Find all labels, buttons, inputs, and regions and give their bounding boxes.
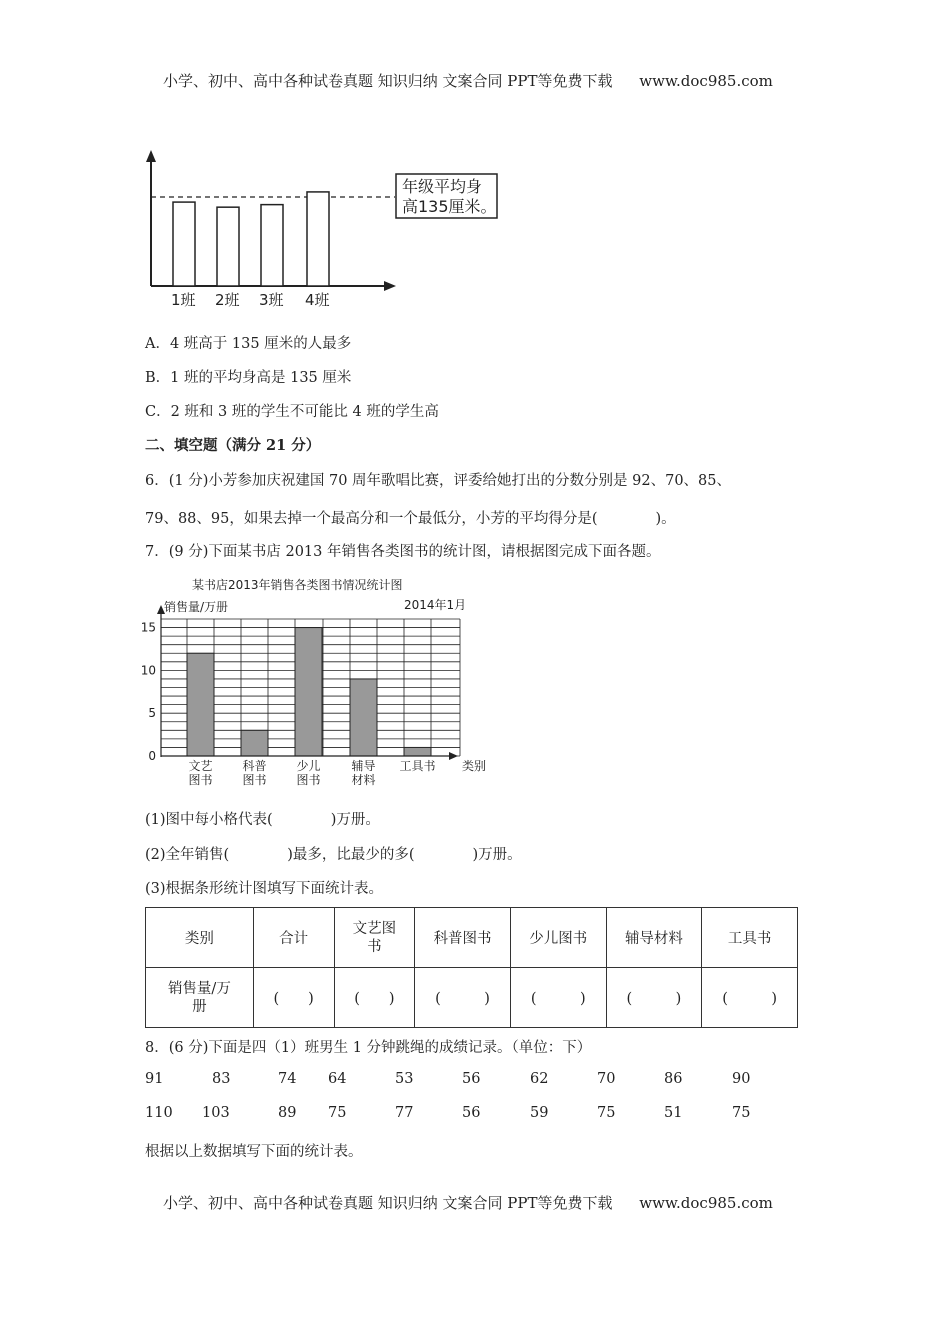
bar-文艺图书: [187, 653, 214, 756]
row-label: 销售量/万 册: [146, 968, 254, 1028]
data-value: 89: [278, 1105, 297, 1121]
data-value: 83: [212, 1071, 231, 1087]
data-value: 64: [328, 1071, 347, 1087]
option-c: C．2 班和 3 班的学生不可能比 4 班的学生高: [145, 404, 439, 420]
x-tick-label: 辅导: [351, 759, 376, 773]
x-tick-label: 文艺: [188, 759, 213, 773]
x-tick-label: 图书: [296, 773, 321, 787]
bar-少儿图书: [295, 628, 322, 756]
data-value: 110: [145, 1105, 173, 1121]
q6-line1: 6．(1 分)小芳参加庆祝建国 70 周年歌唱比赛，评委给她打出的分数分别是 92、70、85、: [145, 473, 732, 489]
y-tick-label: 10: [140, 663, 156, 678]
x-tick-label: 3班: [259, 291, 284, 309]
annotation-line1: 年级平均身: [402, 177, 483, 196]
annotation-line2: 高135厘米。: [402, 197, 497, 216]
bar-1班: [173, 202, 195, 286]
x-axis-label: 类别: [462, 759, 487, 773]
option-a: A．4 班高于 135 厘米的人最多: [145, 336, 352, 352]
header-cell: 少儿图书: [510, 908, 606, 968]
data-value: 77: [395, 1105, 414, 1121]
x-axis-arrow: [384, 281, 396, 291]
section-title: 二、填空题（满分 21 分）: [145, 437, 321, 454]
q7-intro: 7．(9 分)下面某书店 2013 年销售各类图书的统计图，请根据图完成下面各题。: [145, 544, 661, 560]
data-value: 59: [530, 1105, 549, 1121]
page-header: [163, 70, 773, 91]
blank-cell[interactable]: ( ): [253, 968, 334, 1028]
data-value: 62: [530, 1071, 549, 1087]
chart-title: 某书店2013年销售各类图书情况统计图: [192, 578, 403, 592]
q7-sub3: (3)根据条形统计图填写下面统计表。: [145, 881, 384, 897]
y-axis-label: 销售量/万册: [164, 600, 229, 614]
book-sales-chart: [140, 572, 500, 792]
y-tick-label: 15: [140, 620, 156, 635]
x-tick-label: 工具书: [399, 759, 436, 773]
data-value: 91: [145, 1071, 164, 1087]
data-value: 56: [462, 1071, 481, 1087]
header-cell: 工具书: [702, 908, 798, 968]
chart-date: 2014年1月: [404, 598, 467, 612]
y-axis-arrow: [146, 150, 156, 162]
header-cell: 文艺图 书: [334, 908, 415, 968]
q7-sub2: (2)全年销售( )最多，比最少的多( )万册。: [145, 847, 522, 863]
x-tick-label: 科普: [242, 759, 267, 773]
header-cell: 类别: [146, 908, 254, 968]
y-tick-label: 0: [148, 749, 156, 763]
bar-科普图书: [241, 730, 268, 756]
blank-cell[interactable]: ( ): [606, 968, 702, 1028]
data-value: 75: [328, 1105, 347, 1121]
x-tick-label: 少儿: [296, 759, 321, 773]
blank-cell[interactable]: ( ): [334, 968, 415, 1028]
footer-text: 小学、初中、高中各种试卷真题 知识归纳 文案合同 PPT等免费下载: [163, 1194, 613, 1212]
bar-4班: [307, 192, 329, 286]
x-tick-label: 4班: [305, 291, 330, 309]
data-value: 90: [732, 1071, 751, 1087]
x-tick-label: 图书: [188, 773, 213, 787]
x-axis-arrow: [449, 752, 458, 760]
blank-cell[interactable]: ( ): [415, 968, 511, 1028]
y-tick-label: 5: [148, 706, 156, 721]
q6-line2: 79、88、95，如果去掉一个最高分和一个最低分，小芳的平均得分是( )。: [145, 511, 676, 527]
x-tick-label: 材料: [351, 773, 376, 787]
class-height-chart: [140, 148, 510, 318]
data-value: 51: [664, 1105, 683, 1121]
header-url: www.doc985.com: [639, 72, 773, 90]
table-header-row: [146, 908, 798, 968]
bar-3班: [261, 205, 283, 286]
data-value: 86: [664, 1071, 683, 1087]
header-cell: 科普图书: [415, 908, 511, 968]
page-footer: [163, 1192, 773, 1213]
option-b: B．1 班的平均身高是 135 厘米: [145, 370, 352, 386]
bar-工具书: [404, 747, 431, 756]
q7-sub1: (1)图中每小格代表( )万册。: [145, 812, 380, 828]
data-value: 70: [597, 1071, 616, 1087]
header-cell: 辅导材料: [606, 908, 702, 968]
blank-cell[interactable]: ( ): [702, 968, 798, 1028]
data-value: 103: [202, 1105, 230, 1121]
sales-table: [145, 907, 798, 1028]
table-row: [146, 968, 798, 1028]
blank-cell[interactable]: ( ): [510, 968, 606, 1028]
data-value: 56: [462, 1105, 481, 1121]
q8-outro: 根据以上数据填写下面的统计表。: [145, 1144, 363, 1160]
data-value: 53: [395, 1071, 414, 1087]
header-text: 小学、初中、高中各种试卷真题 知识归纳 文案合同 PPT等免费下载: [163, 72, 613, 90]
x-tick-label: 1班: [171, 291, 196, 309]
footer-url: www.doc985.com: [639, 1194, 773, 1212]
bar-2班: [217, 207, 239, 286]
x-tick-label: 2班: [215, 291, 240, 309]
data-value: 75: [732, 1105, 751, 1121]
data-value: 74: [278, 1071, 297, 1087]
header-cell: 合计: [253, 908, 334, 968]
data-value: 75: [597, 1105, 616, 1121]
bar-辅导材料: [350, 679, 377, 756]
q8-intro: 8．(6 分)下面是四（1）班男生 1 分钟跳绳的成绩记录。（单位：下）: [145, 1040, 592, 1056]
x-tick-label: 图书: [242, 773, 267, 787]
